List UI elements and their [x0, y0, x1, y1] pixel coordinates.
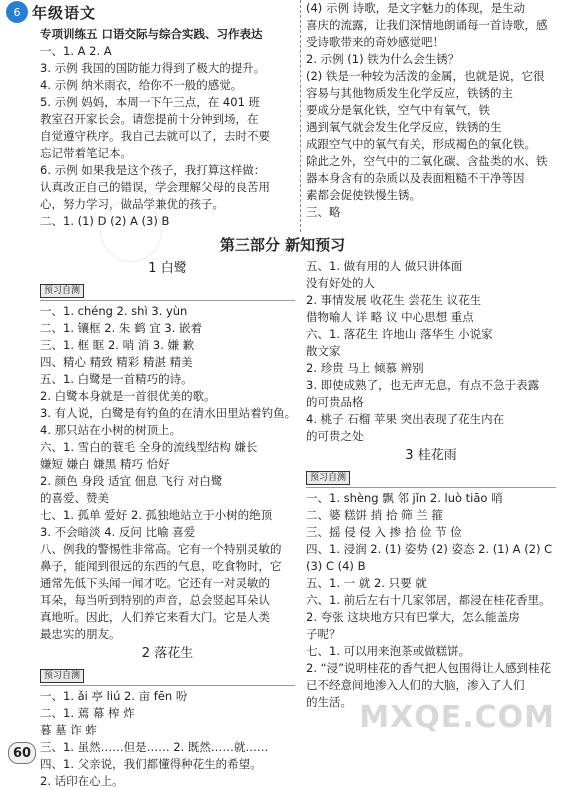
text-line: 4. 那只站在小树的树顶上。: [40, 423, 182, 437]
text-line: 通常先低下头闻一闻才吃。它还有一对灵敏的: [40, 576, 270, 590]
text-line: 认真改正自己的错误，学会理解父母的良苦用: [40, 180, 270, 194]
text-line: 六、1. 前后左右十几家邻居，都浸在桂花香里。: [306, 593, 551, 607]
text-line: 一、1. chéng 2. shì 3. yùn: [40, 304, 188, 318]
section-heading: 专项训练五 口语交际与综合实践、习作表达: [40, 27, 263, 41]
text-line: (3) C (4) B: [306, 559, 366, 573]
text-line: 3. 即使成熟了，也无声无息，有点不急于表露: [306, 378, 540, 392]
grade-logo-icon: 6: [6, 1, 28, 23]
header-title: 年级语文: [32, 3, 97, 22]
left-bottom-column: [40, 258, 295, 790]
text-line: 4. 示例 纳米雨衣，给你不一般的感觉。: [40, 78, 243, 92]
text-line: 五、1. 白鹭是一首精巧的诗。: [40, 372, 193, 386]
text-line: 五、1. 做有用的人 做只讲体面: [306, 259, 463, 273]
text-line: 2. 事情发展 收花生 尝花生 议花生: [306, 293, 482, 307]
text-line: 七、1. 孤单 爱好 2. 孤独地站立于小树的绝顶: [40, 508, 273, 522]
text-line: 一、1. A 2. A: [40, 44, 112, 58]
text-line: 一、1. ǎi 亭 liú 2. 亩 fēn 吩: [40, 689, 188, 703]
text-line: 3. 示例 我国的国防能力得到了极大的提升。: [40, 61, 266, 75]
text-line: 4. 桃子 石榴 苹果 突出表现了花生内在: [306, 412, 505, 426]
text-line: 3. 不会暗淡 4. 反问 比喻 喜爱: [40, 525, 196, 539]
text-line: 遇到氧气就会发生化学反应，铁锈的生: [306, 120, 502, 134]
text-line: 容易与其他物质发生化学反应，铁锈的主: [306, 86, 513, 100]
text-line: 3. 有人说，白鹭是有钓鱼的在清水田里站着钓鱼。: [40, 406, 297, 420]
text-line: 三、略: [306, 205, 341, 219]
text-line: 耳朵，每当听到特别的声音，总会竖起耳朵认: [40, 593, 270, 607]
text-line: 的可贵之处: [306, 429, 364, 443]
text-line: (4) 示例 诗歌，是文字魅力的体现，是生动: [306, 1, 526, 15]
part-title: 第三部分 新知预习: [219, 236, 346, 254]
tag-row: [306, 468, 556, 488]
text-line: 的喜爱、赞美: [40, 491, 109, 505]
text-line: 除此之外，空气中的二氧化碳、含盐类的水、铁: [306, 154, 548, 168]
lesson-title: 1 白鹭: [148, 261, 187, 276]
preview-test-tag: 预习自测: [40, 284, 84, 298]
text-line: 暮 墓 诈 蚱: [40, 723, 97, 737]
text-line: 2. 话印在心上。: [40, 774, 124, 788]
text-line: 5. 示例 妈妈，本周一下午三点，在 401 班: [40, 95, 261, 109]
header: [0, 0, 300, 24]
text-line: 喜庆的流露，让我们深情地朗诵每一首诗歌，感: [306, 18, 548, 32]
watermark-stamp-icon: [100, 200, 162, 262]
text-line: 2. 颜色 身段 适宜 佃息 飞行 对白鹭: [40, 474, 223, 488]
text-line: 三、摇 侵 侵 入 掺 拾 俭 节 俭: [306, 525, 462, 539]
lesson-title: 2 落花生: [141, 646, 194, 661]
text-line: 没有好处的人: [306, 276, 375, 290]
text-line: 八、例我的警惕性非常高。它有一个特别灵敏的: [40, 542, 282, 556]
text-line: 散文家: [306, 344, 341, 358]
text-line: 二、1. 蔫 幕 榨 炸: [40, 706, 135, 720]
text-line: 2. 珍贵 马上 倾慕 辨别: [306, 361, 424, 375]
text-line: 的生活。: [306, 695, 352, 709]
text-line: 2. 夸张 这块地方只有巴掌大，怎么能盖房: [306, 610, 520, 624]
text-line: 教室召开家长会。请您提前十分钟到场，在: [40, 112, 259, 126]
text-line: 6. 示例 如果我是这个孩子，我打算这样做：: [40, 163, 266, 177]
text-line: 六、1. 落花生 许地山 落华生 小说家: [306, 327, 493, 341]
text-line: 二、婆 糕饼 捎 拾 筛 兰 箍: [306, 508, 443, 522]
left-top-column: [40, 26, 305, 230]
text-line: 鼻子，能闻到很远的东西的气息，吃食物时，它: [40, 559, 282, 573]
text-line: 借物喻人 详 略 议 中心思想 重点: [306, 310, 474, 324]
preview-test-tag: 预习自测: [40, 669, 84, 683]
text-line: 受诗歌带来的奇妙感觉吧！: [306, 35, 444, 49]
text-line: 最忠实的朋友。: [40, 627, 121, 641]
column-divider: [300, 0, 301, 232]
text-line: 成跟空气中的氧气有关，形成褐色的氧化铁。: [306, 137, 536, 151]
tag-row: [40, 281, 295, 301]
page-number: 60: [8, 742, 36, 764]
text-line: 真地听。因此，人们养它来看大门。它是人类: [40, 610, 270, 624]
text-line: 二、1. 镶框 2. 朱 鹤 宜 3. 嵌着: [40, 321, 203, 335]
watermark-text: MXQE.COM: [359, 700, 555, 735]
text-line: 嫌短 嫌白 嫌黑 精巧 恰好: [40, 457, 170, 471]
text-line: 四、1. 父亲说，我们都懂得种花生的希望。: [40, 757, 262, 771]
text-line: 六、1. 雪白的蓑毛 全身的流线型结构 嫌长: [40, 440, 258, 454]
preview-test-tag: 预习自测: [306, 471, 350, 485]
text-line: 忘记带着笔记本。: [40, 146, 132, 160]
text-line: 的可贵品格: [306, 395, 364, 409]
text-line: 四、1. 浸润 2. (1) 姿势 (2) 姿态 2. (1) A (2) C: [306, 542, 553, 556]
text-line: 心，努力学习，做品学兼优的孩子。: [40, 197, 224, 211]
right-bottom-column: [306, 258, 556, 711]
text-line: 三、1. 框 眶 2. 哨 消 3. 嫌 歉: [40, 338, 195, 352]
lesson-title: 3 桂花雨: [405, 448, 457, 463]
text-line: 子呢？: [306, 627, 341, 641]
text-line: 已不经意间地渗入人们的大脑，渗入了人们: [306, 678, 525, 692]
text-line: 素都会促使铁慢生锈。: [306, 188, 421, 202]
text-line: 七、1. 可以用来泡茶或做糕饼。: [306, 644, 471, 658]
tag-row: [40, 666, 295, 686]
text-line: 一、1. shèng 飘 邻 jǐn 2. luò tiāo 哨: [306, 491, 503, 505]
text-line: 四、精心 精致 精彩 精湛 精美: [40, 355, 193, 369]
text-line: 要成分是氧化铁，空气中有氧气，铁: [306, 103, 490, 117]
text-line: (2) 铁是一种较为活泼的金属，也就是说，它很: [306, 69, 545, 83]
text-line: 器本身含有的杂质以及表面粗糙不干净等因: [306, 171, 525, 185]
text-line: 2. “浸”说明桂花的香气把人包围得让人感到桂花: [306, 661, 552, 675]
text-line: 五、1. 一 就 2. 只要 就: [306, 576, 427, 590]
right-top-column: [306, 0, 556, 221]
text-line: 2. 白鹭本身就是一首很优美的歌。: [40, 389, 216, 403]
text-line: 2. 示例 (1) 铁为什么会生锈？: [306, 52, 460, 66]
text-line: 自觉遵守秩序。我自己去就可以了，去时不要: [40, 129, 270, 143]
text-line: 二、1. (1) D (2) A (3) B: [40, 214, 170, 228]
text-line: 三、1. 虽然……但是…… 2. 既然……就……: [40, 740, 269, 754]
